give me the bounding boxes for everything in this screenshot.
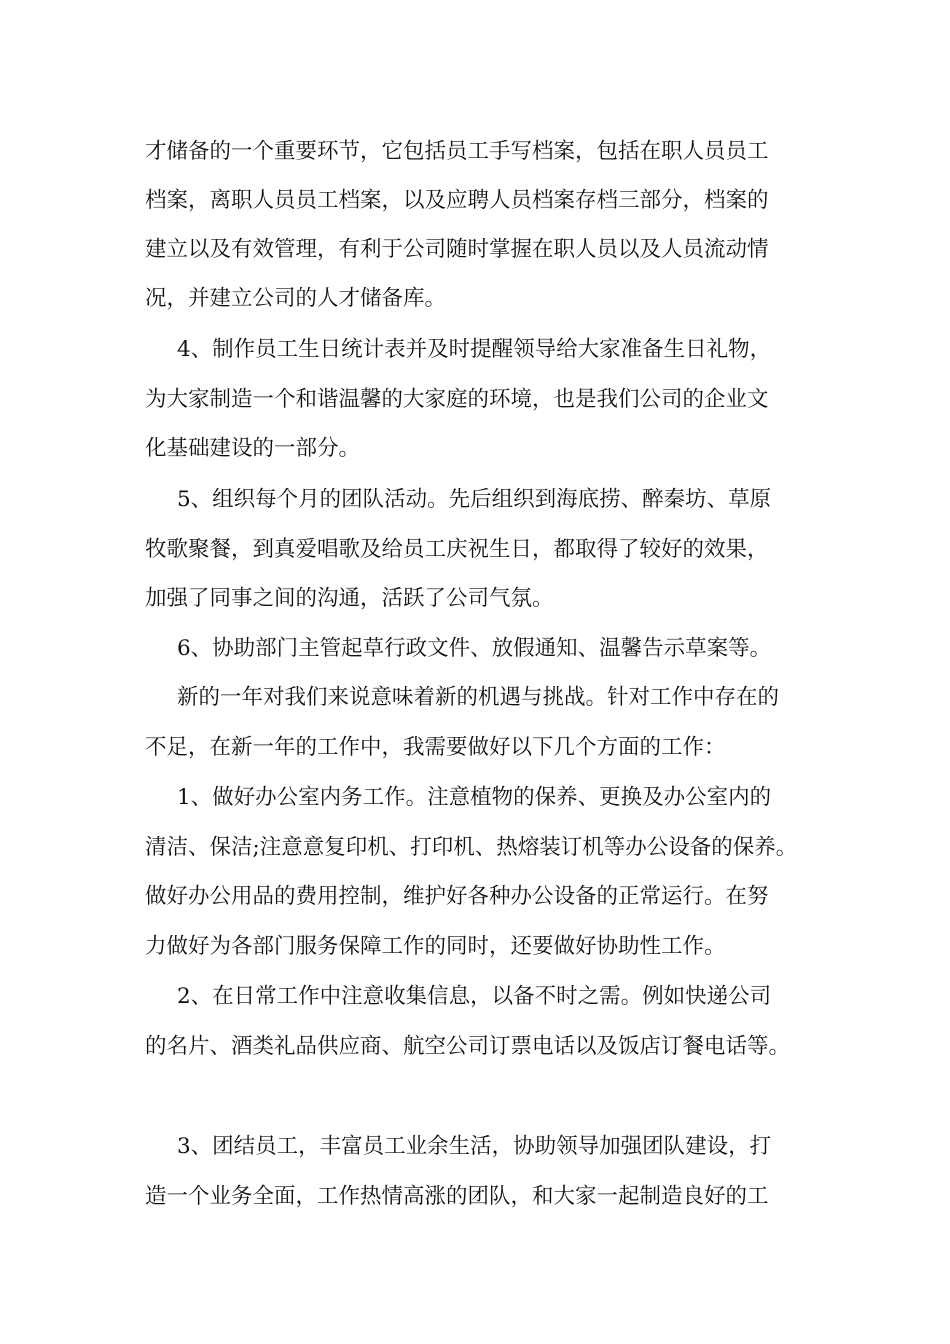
text-line: 为大家制造一个和谐温馨的大家庭的环境，也是我们公司的企业文 xyxy=(145,387,769,412)
text-line: 3、团结员工，丰富员工业余生活，协助领导加强团队建设，打 xyxy=(177,1134,772,1159)
text-line: 的名片、酒类礼品供应商、航空公司订票电话以及饭店订餐电话等。 xyxy=(145,1034,791,1059)
text-line: 牧歌聚餐，到真爱唱歌及给员工庆祝生日，都取得了较好的效果， xyxy=(145,537,769,562)
text-line: 建立以及有效管理，有利于公司随时掌握在职人员以及人员流动情 xyxy=(145,237,769,262)
text-line: 才储备的一个重要环节，它包括员工手写档案，包括在职人员员工 xyxy=(145,139,769,164)
text-line: 加强了同事之间的沟通，活跃了公司气氛。 xyxy=(145,586,554,611)
text-line: 1、做好办公室内务工作。注意植物的保养、更换及办公室内的 xyxy=(177,785,772,810)
text-line: 况，并建立公司的人才储备库。 xyxy=(145,286,447,311)
text-line: 清洁、保洁;注意意复印机、打印机、热熔装订机等办公设备的保养。 xyxy=(145,835,798,860)
text-line: 2、在日常工作中注意收集信息，以备不时之需。例如快递公司 xyxy=(177,984,772,1009)
text-line: 5、组织每个月的团队活动。先后组织到海底捞、醉秦坊、草原 xyxy=(177,487,772,512)
text-line: 6、协助部门主管起草行政文件、放假通知、温馨告示草案等。 xyxy=(177,636,772,661)
text-line: 造一个业务全面，工作热情高涨的团队，和大家一起制造良好的工 xyxy=(145,1184,769,1209)
text-line: 新的一年对我们来说意味着新的机遇与挑战。针对工作中存在的 xyxy=(177,685,780,710)
text-line: 不足，在新一年的工作中，我需要做好以下几个方面的工作： xyxy=(145,735,726,760)
text-line: 做好办公用品的费用控制，维护好各种办公设备的正常运行。在努 xyxy=(145,884,769,909)
text-line: 化基础建设的一部分。 xyxy=(145,436,361,461)
text-line: 力做好为各部门服务保障工作的同时，还要做好协助性工作。 xyxy=(145,934,726,959)
text-line: 4、制作员工生日统计表并及时提醒领导给大家准备生日礼物， xyxy=(177,337,772,362)
text-line: 档案，离职人员员工档案，以及应聘人员档案存档三部分，档案的 xyxy=(145,188,769,213)
